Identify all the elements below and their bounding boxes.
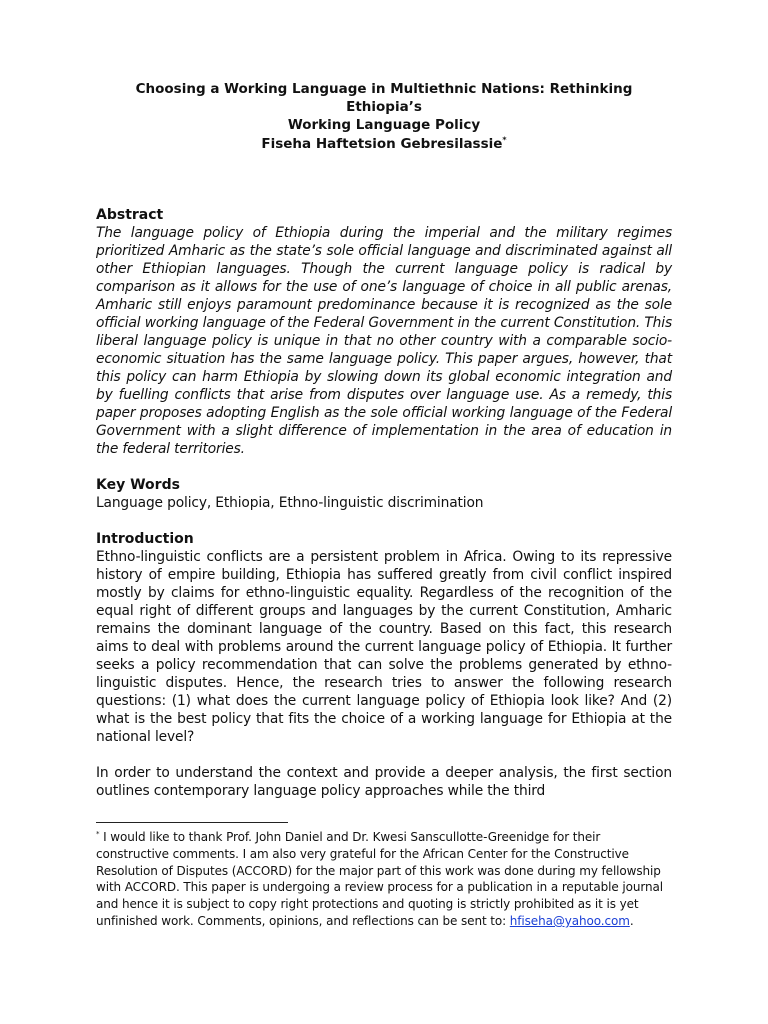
introduction-heading: Introduction [96, 531, 194, 547]
title-line-2: Working Language Policy [287, 117, 481, 133]
footnote [96, 829, 672, 930]
keywords-section [96, 476, 672, 512]
footnote-text: I would like to thank Prof. John Daniel and Dr. Kwesi Sanscullotte-Greenidge for their constructive comments. I am also very grateful for the African Center for the Constructive Resolution of Disputes (ACCORD) for the major part of this work was done during my fellowship with ACCORD. This paper is undergoing a review process for a publication in a reputable journal and hence it is subject to copy right protections and quoting is strictly prohibited as it is yet unfinished work. Comments, opinions, and reflections can be sent to: [96, 830, 663, 928]
abstract-heading: Abstract [96, 207, 164, 223]
author-footnote-mark[interactable]: * [502, 135, 507, 145]
paper-title [96, 80, 672, 134]
abstract-text: The language policy of Ethiopia during the imperial and the military regimes prioritized Amharic as the state’s sole official language and discriminated against all other Ethiopian languages. Though the current language policy is radical by comparison as it allows for the use of one’s language of choice in all public arenas, Amharic still enjoys paramount predominance because it is recognized as the sole official working language of the Federal Government in the current Constitution. This liberal language policy is unique in that no other country with a comparable socio-economic situation has the same language policy. This paper argues, however, that this policy can harm Ethiopia by slowing down its global economic integration and by fuelling conflicts that arise from disputes over language use. As a remedy, this paper proposes adopting English as the sole official working language of the Federal Government with a slight difference of implementation in the area of education in the federal territories. [96, 225, 672, 457]
email-link[interactable]: hfiseha@yahoo.com [509, 913, 630, 928]
footnote-separator [96, 822, 288, 823]
abstract-section [96, 206, 672, 458]
introduction-section [96, 530, 672, 800]
footnote-mark: * [96, 830, 100, 838]
author-name: Fiseha Haftetsion Gebresilassie [261, 136, 503, 152]
title-line-1: Choosing a Working Language in Multiethnic Nations: Rethinking Ethiopia’s [135, 81, 633, 115]
footnote-end: . [629, 913, 634, 928]
author-line [96, 135, 672, 153]
introduction-paragraph-2: In order to understand the context and provide a deeper analysis, the first section outlines contemporary language policy approaches while the third [96, 765, 672, 799]
keywords-heading: Key Words [96, 477, 180, 493]
keywords-text: Language policy, Ethiopia, Ethno-linguistic discrimination [96, 495, 484, 511]
introduction-paragraph-1: Ethno-linguistic conflicts are a persistent problem in Africa. Owing to its repressive history of empire building, Ethiopia has suffered greatly from civil conflict inspired mostly by claims for ethno-linguistic equality. Regardless of the recognition of the equal right of different groups and languages by the current Constitution, Amharic remains the dominant language of the country. Based on this fact, this research aims to deal with problems around the current language policy of Ethiopia. It further seeks a policy recommendation that can solve the problems generated by ethno-linguistic disputes. Hence, the research tries to answer the following research questions: (1) what does the current language policy of Ethiopia look like? And (2) what is the best policy that fits the choice of a working language for Ethiopia at the national level? [96, 549, 672, 745]
